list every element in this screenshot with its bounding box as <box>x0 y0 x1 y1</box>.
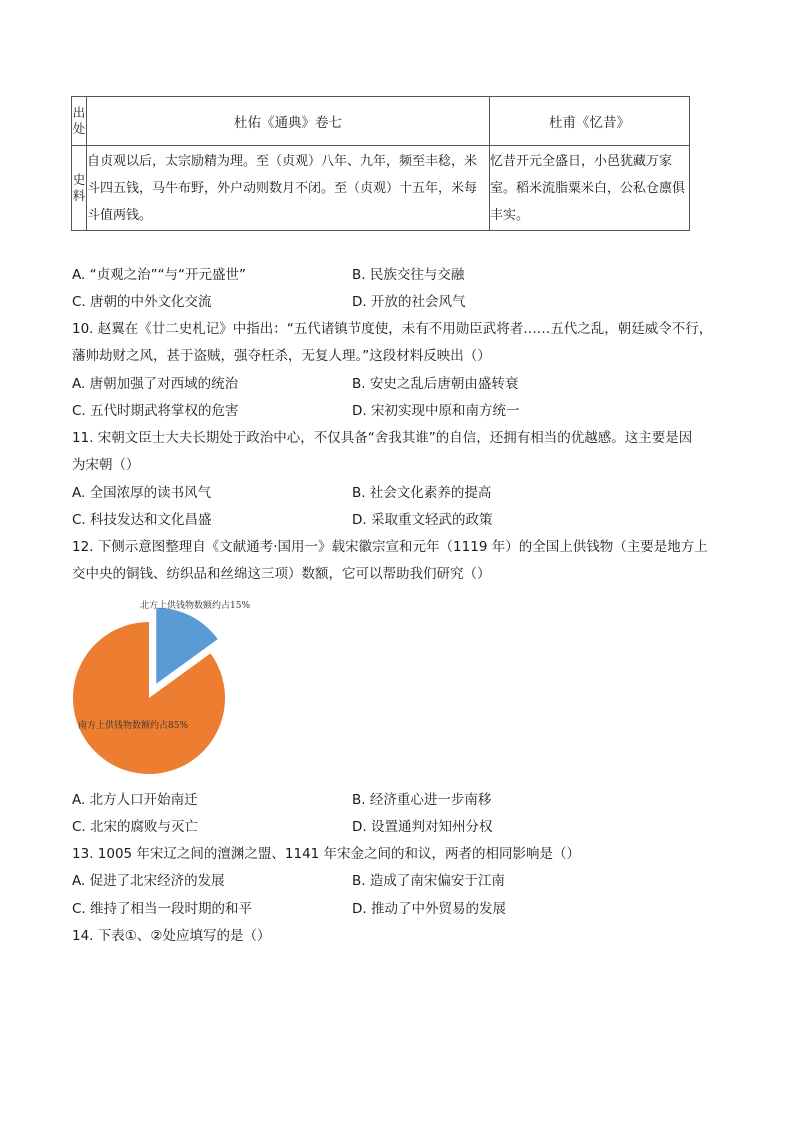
material-2: 忆昔开元全盛日，小邑犹藏万家室。稻米流脂粟米白，公私仓廪俱丰实。 <box>490 146 690 231</box>
q9-option-d[interactable]: D. 开放的社会风气 <box>352 294 466 310</box>
q11-stem-line2: 为宋朝（） <box>72 457 140 473</box>
pie-label-0: 北方上供钱物数额约占15% <box>140 601 251 611</box>
material-1: 自贞观以后，太宗励精为理。至（贞观）八年、九年，频至丰稔，米斗四五钱，马牛布野，外户动则数月不闭。至（贞观）十五年，米每斗值两钱。 <box>87 146 490 231</box>
q9-option-b[interactable]: B. 民族交往与交融 <box>352 267 465 283</box>
q11-option-b[interactable]: B. 社会文化素养的提高 <box>352 485 492 501</box>
pie-label-1: 南方上供钱物数额约占85% <box>78 721 189 731</box>
q12-option-d[interactable]: D. 设置通判对知州分权 <box>352 819 493 835</box>
q12-option-b[interactable]: B. 经济重心进一步南移 <box>352 792 492 808</box>
q9-option-a[interactable]: A. “贞观之治”“与“开元盛世” <box>72 267 247 283</box>
q13-option-c[interactable]: C. 维持了相当一段时期的和平 <box>72 901 253 917</box>
label-source-cell <box>72 97 87 146</box>
q12-option-c[interactable]: C. 北宋的腐败与灭亡 <box>72 819 199 835</box>
q12-stem-line2: 交中央的铜钱、纺织品和丝绵这三项）数额，它可以帮助我们研究（） <box>72 566 491 582</box>
label-material-cell <box>72 146 87 231</box>
label-source: 出处 <box>72 105 86 136</box>
q9-option-c[interactable]: C. 唐朝的中外文化交流 <box>72 294 212 310</box>
q11-option-a[interactable]: A. 全国浓厚的读书风气 <box>72 485 212 501</box>
q13-option-a[interactable]: A. 促进了北宋经济的发展 <box>72 873 225 889</box>
q12-stem-line1: 12. 下侧示意图整理自《文献通考·国用一》载宋徽宗宣和元年（1119 年）的全国上供钱物（主要是地方上 <box>72 539 708 555</box>
q10-option-c[interactable]: C. 五代时期武将掌权的危害 <box>72 403 239 419</box>
label-material: 史料 <box>72 172 86 203</box>
q10-stem-line2: 藩帅劫财之风，甚于盗贼，强夺枉杀，无复人理。”这段材料反映出（） <box>72 348 491 364</box>
q10-option-b[interactable]: B. 安史之乱后唐朝由盛转衰 <box>352 376 519 392</box>
q10-stem-line1: 10. 赵翼在《廿二史札记》中指出：“五代诸镇节度使，未有不用勋臣武将者……五代之乱，朝廷威令不行， <box>72 321 713 337</box>
q14-stem-line1: 14. 下表①、②处应填写的是（） <box>72 928 271 944</box>
q11-option-c[interactable]: C. 科技发达和文化昌盛 <box>72 512 212 528</box>
source-table <box>71 96 690 231</box>
q10-option-a[interactable]: A. 唐朝加强了对西域的统治 <box>72 376 239 392</box>
q11-stem-line1: 11. 宋朝文臣士大夫长期处于政治中心，不仅具备“舍我其谁”的自信，还拥有相当的优越感。这主要是因 <box>72 430 693 446</box>
q10-option-d[interactable]: D. 宋初实现中原和南方统一 <box>352 403 520 419</box>
source-2: 杜甫《忆昔》 <box>490 97 690 146</box>
pie-chart <box>60 590 300 790</box>
q13-option-d[interactable]: D. 推动了中外贸易的发展 <box>352 901 506 917</box>
q12-option-a[interactable]: A. 北方人口开始南迁 <box>72 792 198 808</box>
source-1: 杜佑《通典》卷七 <box>87 97 490 146</box>
q11-option-d[interactable]: D. 采取重文轻武的政策 <box>352 512 493 528</box>
q13-stem-line1: 13. 1005 年宋辽之间的澶渊之盟、1141 年宋金之间的和议，两者的相同影响是（） <box>72 846 581 862</box>
q13-option-b[interactable]: B. 造成了南宋偏安于江南 <box>352 873 505 889</box>
